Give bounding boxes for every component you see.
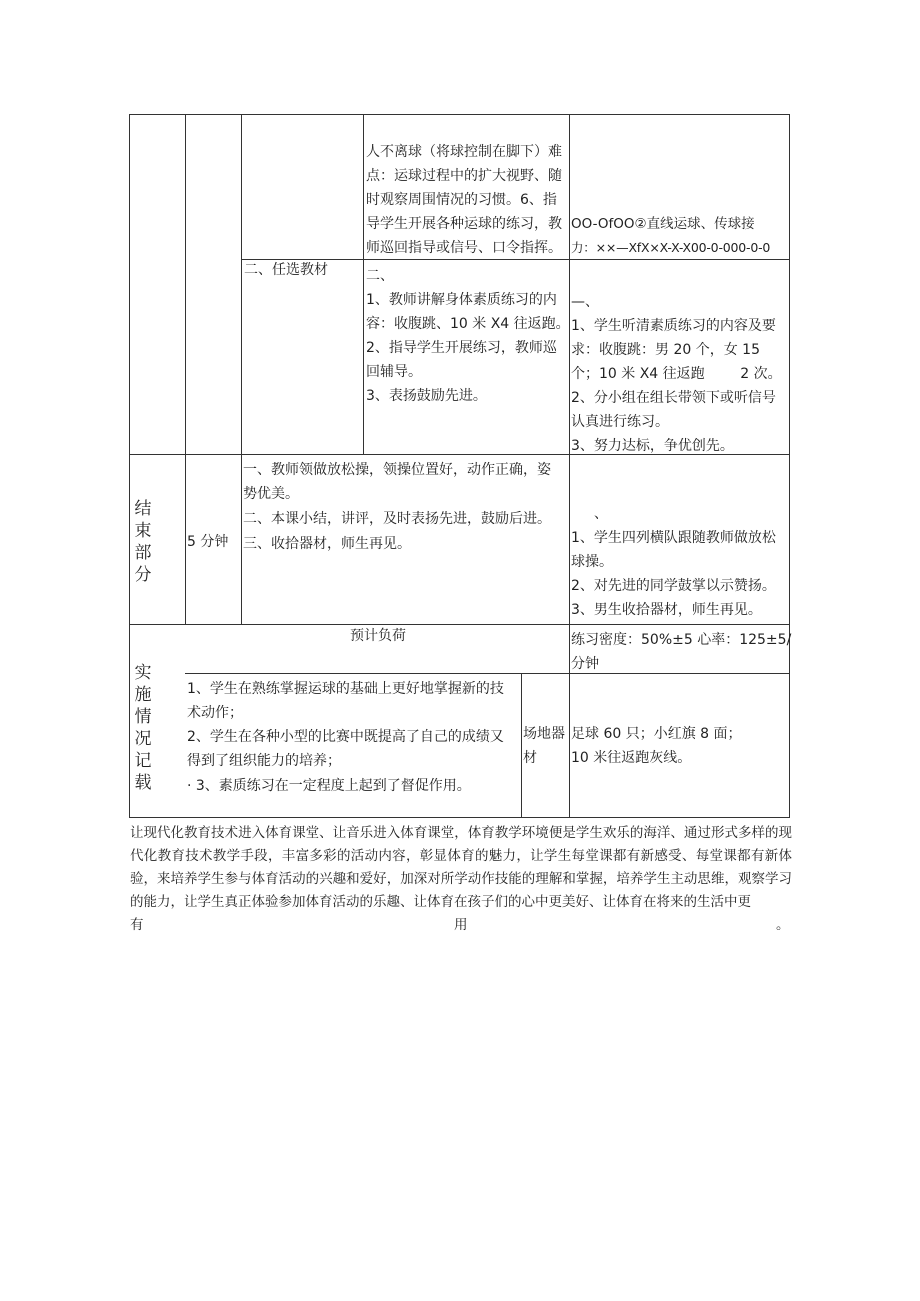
footer-last-line xyxy=(130,914,792,937)
optional-teacher-line: 回辅导。 xyxy=(366,364,422,380)
equipment-label-line: 材 xyxy=(523,750,537,766)
record-line: · 3、素质练习在一定程度上起到了督促作用。 xyxy=(187,778,471,794)
main-content-line: 导学生开展各种运球的练习，教 xyxy=(366,216,562,232)
optional-student-line: 求：收腹跳：男 20 个，女 15 xyxy=(571,342,760,358)
load-value-line: 分钟 xyxy=(571,656,599,672)
end-student-line: 1、学生四列横队跟随教师做放松 xyxy=(571,530,776,546)
main-content-line: 时观察周围情况的习惯。6、指 xyxy=(366,192,557,208)
main-student-line: OO-OfOO②直线运球、传球接 xyxy=(571,216,755,232)
record-line: 得到了组织能力的培养； xyxy=(187,753,341,769)
optional-teacher-line: 3、表扬鼓励先进。 xyxy=(366,388,487,404)
load-label: 预计负荷 xyxy=(350,628,406,644)
main-content-line: 点：运球过程中的扩大视野、随 xyxy=(366,168,562,184)
footer-last-word: 用 xyxy=(454,917,468,933)
footer-paragraph: 让现代化教育技术进入体育课堂、让音乐进入体育课堂，体育教学环境便是学生欢乐的海洋、通过形式多样的现代化教育技术教学手段，丰富多彩的活动内容，彰显体育的魅力，让学生每堂课都有新感受、每堂课都有新体验，来培养学生参与体育活动的兴趣和爱好，加深对所学动作技能的理解和掌握，培养学生主动思维，观察学习的能力，让学生真正体验参加体育活动的乐趣、让体育在孩子们的心中更美好、让体育在将来的生活中更 xyxy=(130,825,792,910)
equipment-value-line: 10 米往返跑灰线。 xyxy=(571,750,692,766)
optional-student-line: 2、分小组在组长带领下或听信号 xyxy=(571,390,776,406)
end-student-line: 球操。 xyxy=(571,554,613,570)
end-section-label: 结 束 部 分 xyxy=(134,499,152,585)
optional-material-label: 二、任选教材 xyxy=(244,262,328,278)
optional-teacher-line: 1、教师讲解身体素质练习的内 xyxy=(366,292,557,308)
main-content-line: 人不离球（将球控制在脚下）难 xyxy=(366,144,562,160)
equipment-label-line: 场地器 xyxy=(523,726,565,742)
optional-student-line: 认真进行练习。 xyxy=(571,414,669,430)
optional-teacher-line: 容：收腹跳、10 米 X4 往返跑。 xyxy=(366,316,570,332)
load-value-line: 练习密度：50%±5 心率：125±5/ xyxy=(571,632,792,648)
end-student-line: 、 xyxy=(594,506,608,522)
optional-student-line: 1、学生听清素质练习的内容及要 xyxy=(571,318,776,334)
end-teacher-line: 二、本课小结，讲评，及时表扬先进，鼓励后进。 xyxy=(243,511,551,527)
equipment-value-line: 足球 60 只；小红旗 8 面； xyxy=(571,726,742,742)
impl-section-label: 实 施 情 况 记 载 xyxy=(134,663,152,793)
main-student-line: 力：××—XfX×X-X-X00-0-000-0-0 xyxy=(571,240,771,255)
end-time-value: 5 分钟 xyxy=(187,534,229,550)
footer-last-word: 。 xyxy=(776,917,790,933)
optional-student-line: 个；10 米 X4 往返跑 2 次。 xyxy=(571,366,782,382)
optional-teacher-line: 二、 xyxy=(366,268,394,284)
optional-teacher-line: 2、指导学生开展练习，教师巡 xyxy=(366,340,557,356)
record-line: 术动作； xyxy=(187,705,243,721)
optional-student-line: —、 xyxy=(571,294,599,310)
record-line: 1、学生在熟练掌握运球的基础上更好地掌握新的技 xyxy=(187,681,504,697)
end-teacher-line: 一、教师领做放松操，领操位置好，动作正确，姿 xyxy=(243,462,551,478)
record-line: 2、学生在各种小型的比赛中既提高了自己的成绩又 xyxy=(187,729,504,745)
end-teacher-line: 势优美。 xyxy=(243,486,299,502)
end-student-line: 2、对先进的同学鼓掌以示赞扬。 xyxy=(571,578,776,594)
end-student-line: 3、男生收拾器材，师生再见。 xyxy=(571,602,762,618)
end-teacher-line: 三、收拾器材，师生再见。 xyxy=(243,536,411,552)
optional-student-line: 3、努力达标，争优创先。 xyxy=(571,438,734,454)
footer-last-word: 有 xyxy=(130,917,144,933)
main-content-line: 师巡回指导或信号、口令指挥。 xyxy=(366,240,562,256)
